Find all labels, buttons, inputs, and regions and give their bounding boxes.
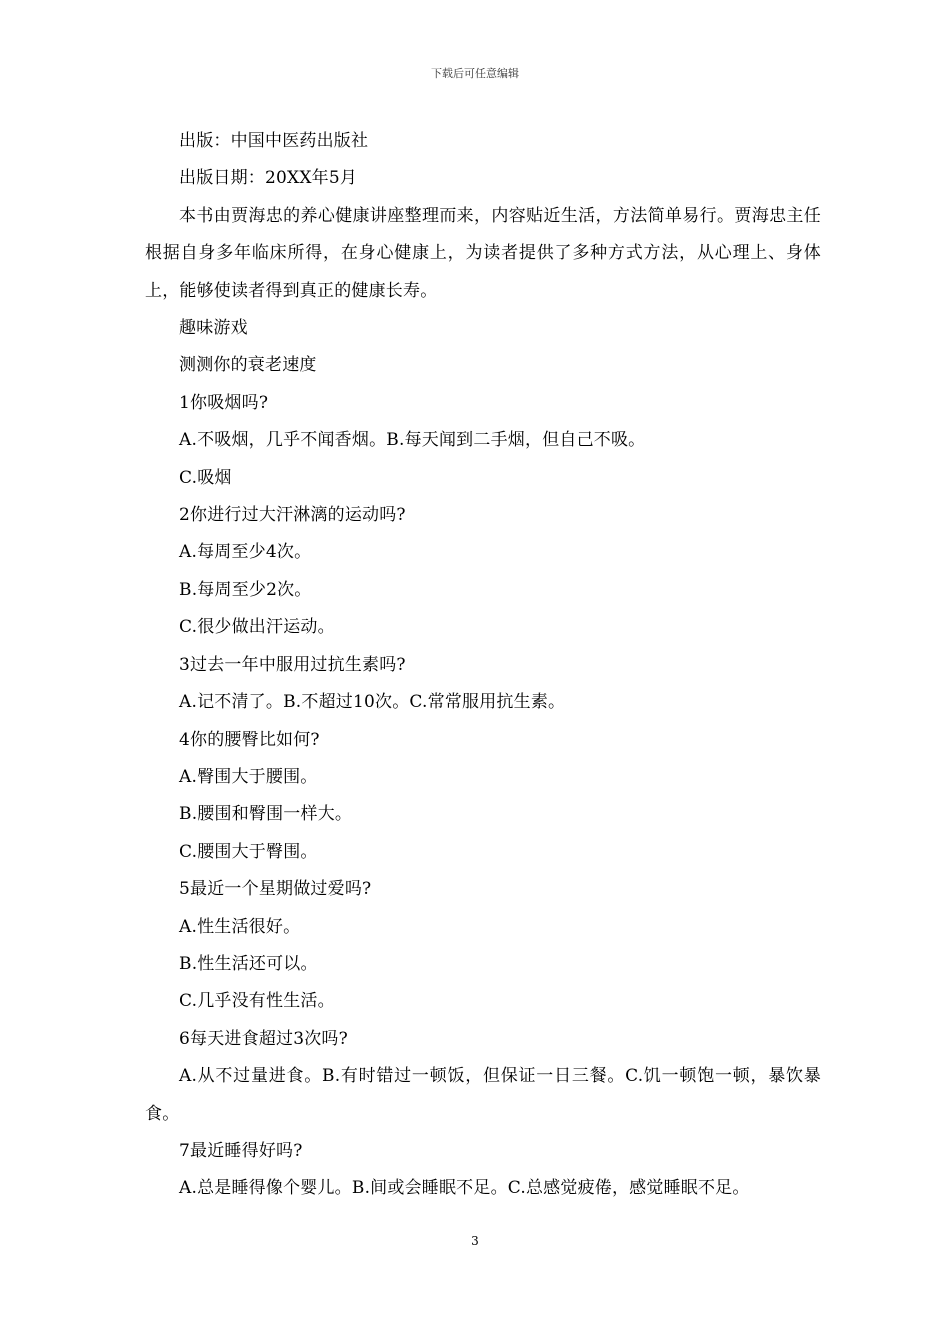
question-1-option-c: C.吸烟 (179, 467, 232, 488)
question-6-options: A.从不过量进食。B.有时错过一顿饭，但保证一日三餐。C.饥一顿饱一顿，暴饮暴食。 (145, 1066, 821, 1124)
question-5-option-c: C.几乎没有性生活。 (179, 991, 335, 1012)
question-4-option-c: C.腰围大于臀围。 (179, 841, 318, 862)
paragraph-publish-date: 出版日期：20XX年5月 (179, 168, 358, 189)
question-2-option-c: C.很少做出汗运动。 (179, 617, 335, 638)
question-1: 1你吸烟吗? (179, 392, 269, 413)
question-2-option-b: B.每周至少2次。 (179, 579, 312, 600)
question-3-options: A.记不清了。B.不超过10次。C.常常服用抗生素。 (179, 692, 566, 713)
question-1-options-ab: A.不吸烟，几乎不闻香烟。B.每天闻到二手烟，但自己不吸。 (179, 430, 646, 451)
question-3: 3过去一年中服用过抗生素吗? (179, 654, 406, 675)
question-6: 6每天进食超过3次吗? (179, 1028, 348, 1049)
question-7: 7最近睡得好吗? (179, 1140, 303, 1161)
page-header: 下载后可任意编辑 (431, 67, 519, 80)
question-5-option-b: B.性生活还可以。 (179, 953, 318, 974)
question-7-options: A.总是睡得像个婴儿。B.间或会睡眠不足。C.总感觉疲倦，感觉睡眠不足。 (179, 1178, 750, 1199)
section-heading-aging-test: 测测你的衰老速度 (179, 355, 317, 376)
paragraph-publisher: 出版：中国中医药出版社 (179, 131, 369, 151)
document-body (145, 123, 821, 1208)
section-heading-fun-game: 趣味游戏 (179, 318, 248, 339)
question-4-option-a: A.臀围大于腰围。 (179, 766, 318, 787)
page-number: 3 (471, 1234, 479, 1248)
question-2: 2你进行过大汗淋漓的运动吗? (179, 505, 406, 526)
question-5-option-a: A.性生活很好。 (179, 916, 301, 937)
question-5: 5最近一个星期做过爱吗? (179, 879, 372, 900)
question-2-option-a: A.每周至少4次。 (179, 542, 312, 563)
question-4: 4你的腰臀比如何? (179, 729, 320, 750)
paragraph-book-intro: 本书由贾海忠的养心健康讲座整理而来，内容贴近生活，方法简单易行。贾海忠主任根据自身多年临床所得，在身心健康上，为读者提供了多种方式方法，从心理上、身体上，能够使读者得到真正的健康长寿。 (145, 205, 821, 301)
question-4-option-b: B.腰围和臀围一样大。 (179, 804, 353, 825)
